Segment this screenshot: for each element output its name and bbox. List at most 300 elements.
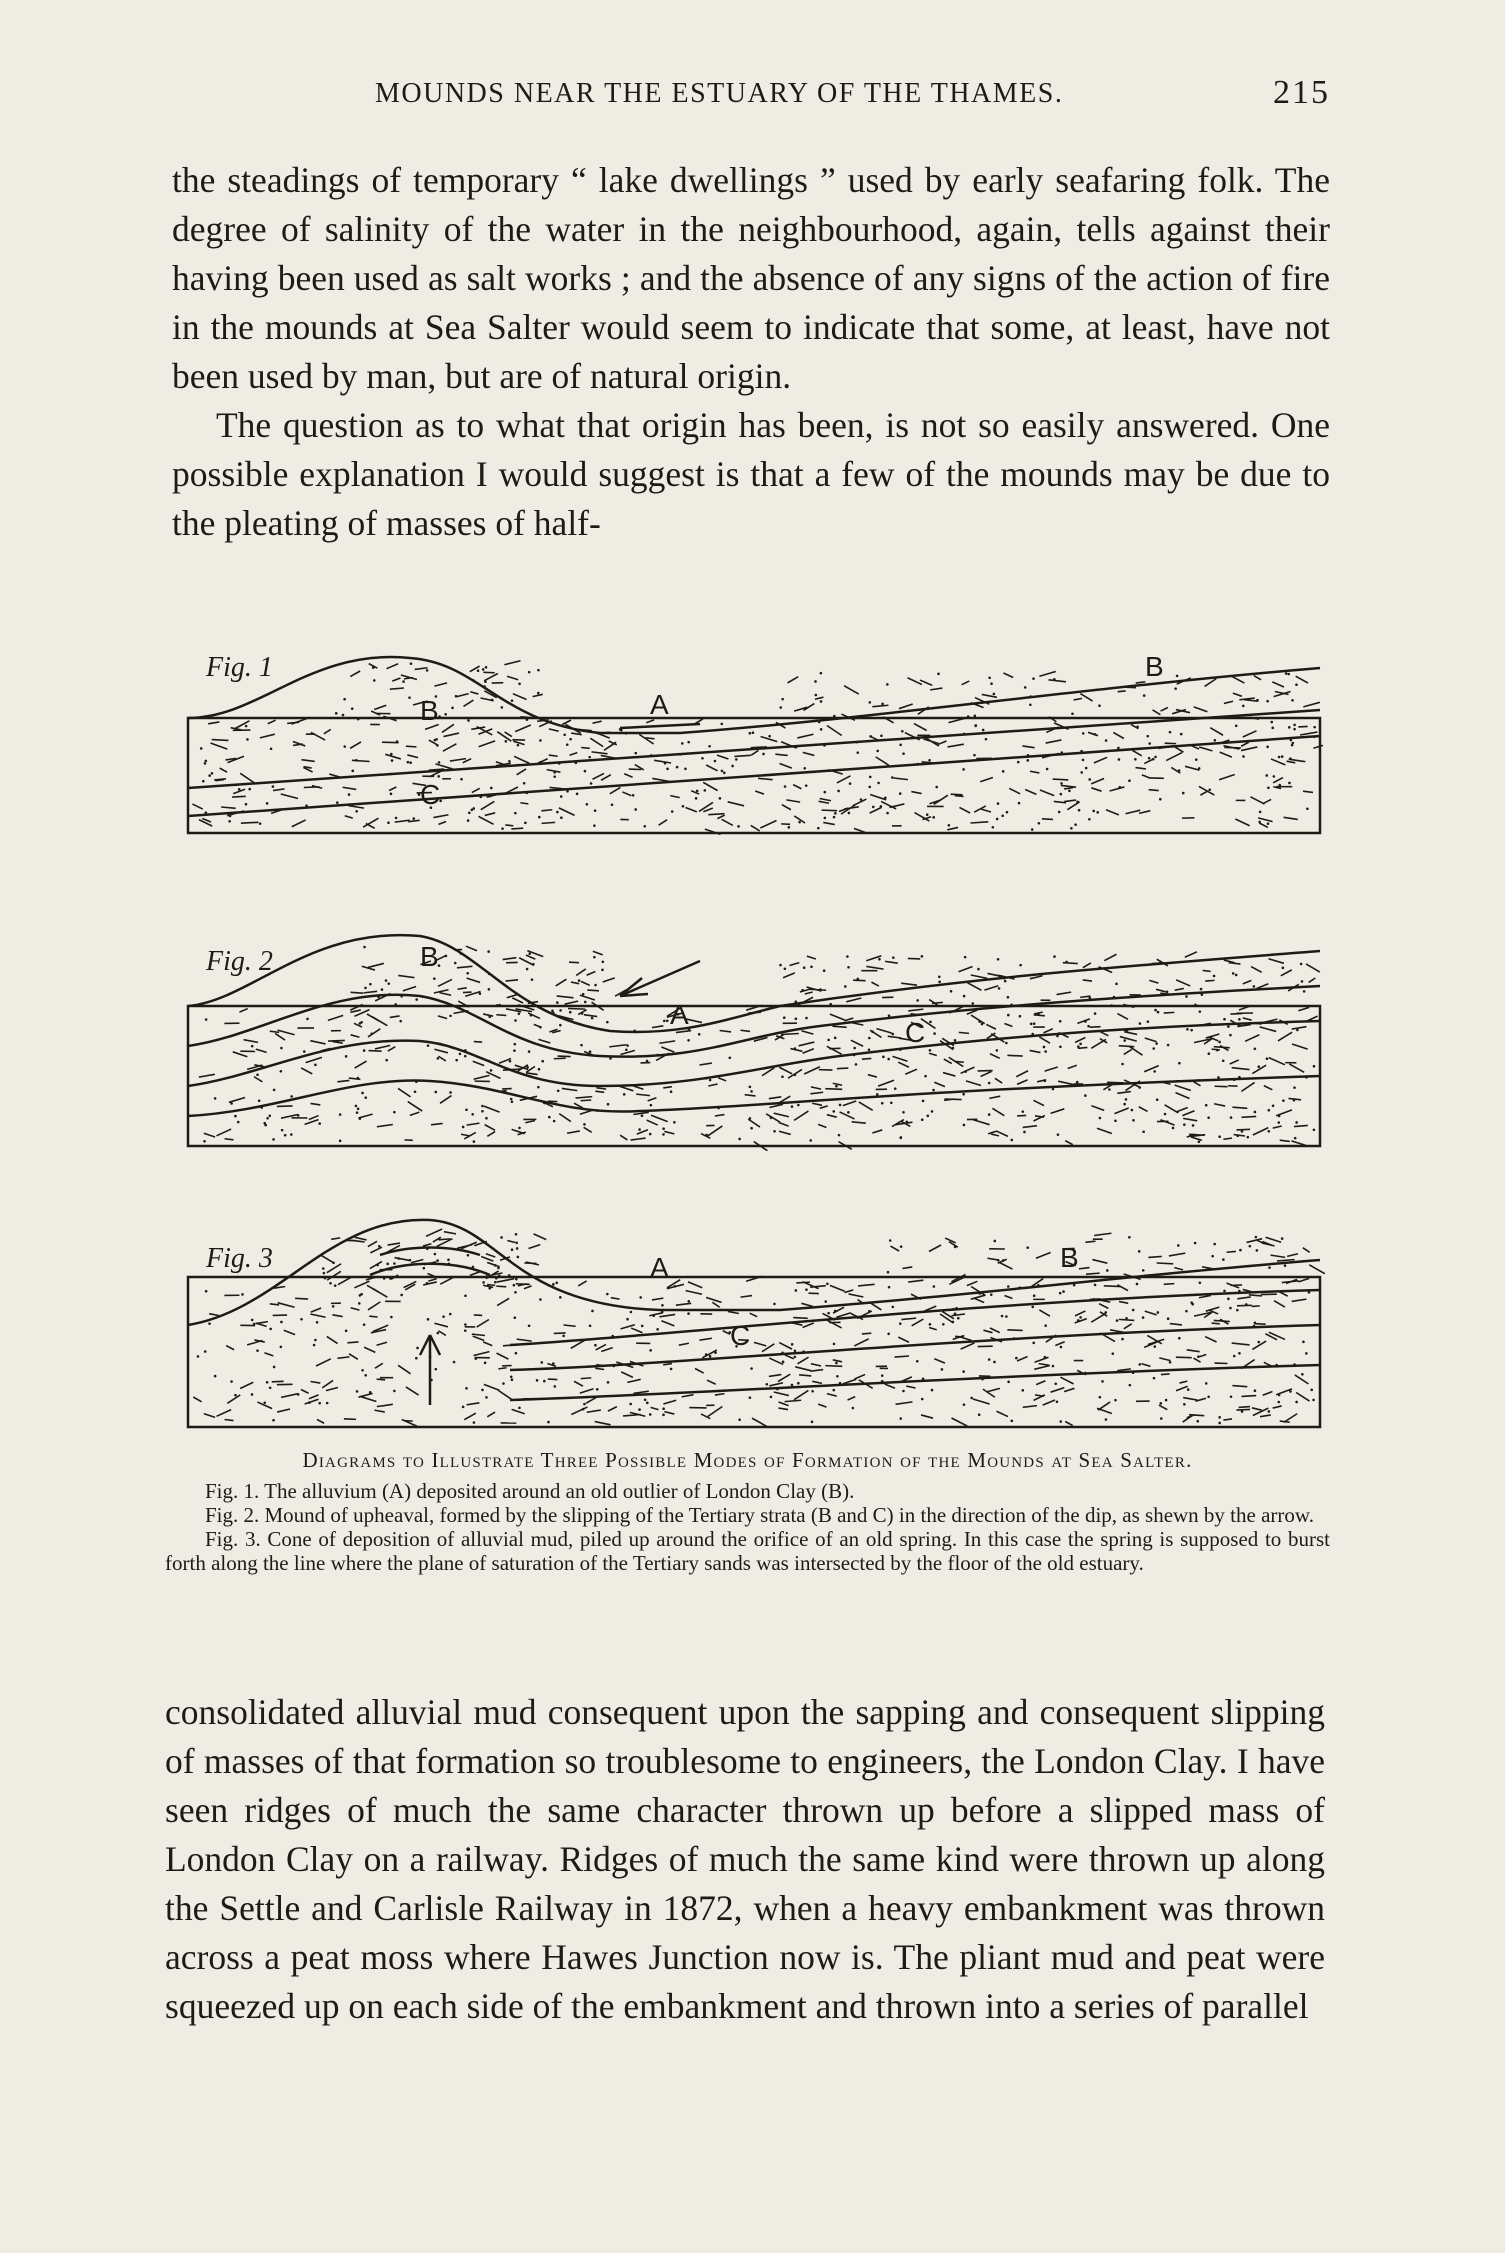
hatch-dot — [1208, 788, 1211, 791]
hatch-dash — [287, 722, 299, 723]
hatch-dash — [225, 1139, 234, 1140]
hatch-dot — [1082, 759, 1085, 762]
hatch-dash — [1185, 766, 1199, 770]
hatch-dot — [762, 753, 765, 756]
hatch-dash — [515, 725, 531, 732]
hatch-dot — [899, 792, 902, 795]
hatch-dash — [590, 738, 603, 746]
hatch-dash — [990, 1054, 1000, 1059]
hatch-dot — [1019, 964, 1022, 967]
hatch-dot — [1134, 758, 1137, 761]
hatch-dash — [364, 1347, 375, 1352]
hatch-dot — [1253, 1325, 1256, 1328]
hatch-dash — [1232, 1107, 1247, 1108]
hatch-dash — [944, 1059, 952, 1063]
hatch-dot — [1123, 1103, 1126, 1106]
hatch-dash — [1300, 732, 1317, 735]
region-label-b: B — [420, 695, 439, 726]
hatch-dash — [1142, 775, 1150, 778]
paragraph: the steadings of temporary “ lake dwellings ” used by early seafaring folk. The degree of salinity of the water in the neighbourhood, again, tells against their having been used as salt works ; and the absence of any signs of the action of fire in the mounds at Sea Salter would seem to indicate that some, at least, have not been used by man, but are of natural origin. — [172, 160, 1330, 396]
hatch-dot — [402, 680, 405, 683]
hatch-dot — [1087, 1025, 1090, 1028]
hatch-dash — [364, 991, 378, 993]
hatch-dot — [1116, 1319, 1119, 1322]
hatch-dash — [1144, 760, 1152, 764]
hatch-dot — [1166, 991, 1169, 994]
hatch-dot — [513, 1316, 516, 1319]
hatch-dot — [782, 1361, 785, 1364]
hatch-dot — [687, 741, 690, 744]
hatch-dash — [240, 773, 255, 783]
hatch-dot — [795, 1289, 798, 1292]
hatch-dot — [1300, 963, 1303, 966]
hatch-dash — [549, 755, 558, 756]
hatch-dash — [728, 1311, 739, 1313]
hatch-dash — [1004, 1024, 1012, 1027]
hatch-dash — [799, 1375, 811, 1376]
hatch-dash — [991, 1134, 999, 1136]
hatch-dash — [595, 1368, 604, 1369]
hatch-dot — [877, 782, 880, 785]
hatch-dash — [1251, 967, 1262, 973]
hatch-dot — [1207, 1116, 1210, 1119]
hatch-dot — [997, 958, 1000, 961]
hatch-dot — [415, 998, 418, 1001]
hatch-dot — [900, 1245, 903, 1248]
hatch-dash — [943, 1073, 955, 1076]
hatch-dot — [1059, 1045, 1062, 1048]
hatch-dot — [1294, 1137, 1297, 1140]
hatch-dash — [783, 973, 795, 978]
hatch-dot — [963, 1403, 966, 1406]
hatch-dot — [594, 809, 597, 812]
hatch-dash — [438, 1239, 450, 1240]
hatch-dot — [917, 763, 920, 766]
hatch-dot — [539, 1298, 542, 1301]
hatch-dot — [449, 1091, 452, 1094]
hatch-dot — [714, 1351, 717, 1354]
hatch-dot — [214, 1097, 217, 1100]
hatch-dot — [343, 745, 346, 748]
hatch-dash — [368, 1241, 377, 1246]
hatch-dot — [273, 1366, 276, 1369]
hatch-dash — [663, 1364, 672, 1365]
hatch-dash — [1252, 1306, 1260, 1307]
hatch-dot — [526, 968, 529, 971]
hatch-dot — [1176, 675, 1179, 678]
hatching — [193, 1229, 1325, 1427]
hatch-dot — [997, 802, 1000, 805]
hatch-dot — [809, 1139, 812, 1142]
hatch-dash — [321, 1255, 333, 1262]
hatch-dash — [497, 732, 511, 741]
hatch-dot — [900, 1136, 903, 1139]
hatch-dot — [513, 1049, 516, 1052]
hatch-dash — [947, 827, 958, 829]
hatch-dot — [852, 1407, 855, 1410]
hatch-dash — [467, 1123, 480, 1125]
hatch-dot — [868, 1310, 871, 1313]
hatch-dash — [464, 1413, 476, 1419]
hatch-dash — [1088, 732, 1098, 735]
hatch-dash — [790, 1049, 802, 1052]
hatch-dash — [507, 1241, 515, 1243]
hatch-dash — [428, 1279, 436, 1281]
hatch-dot — [531, 978, 534, 981]
hatch-dot — [1148, 757, 1151, 760]
hatch-dot — [515, 1352, 518, 1355]
hatch-dash — [827, 1046, 842, 1054]
hatch-dot — [814, 680, 817, 683]
hatch-dot — [1074, 823, 1077, 826]
hatch-dash — [483, 1342, 492, 1346]
hatch-dot — [676, 766, 679, 769]
hatch-dot — [1088, 997, 1091, 1000]
hatch-dash — [1194, 707, 1208, 712]
hatch-dot — [1313, 735, 1316, 738]
paragraph: consolidated alluvial mud consequent upon the sapping and consequent slipping of masses of that formation so troublesome to engineers, the London Clay. I have seen ridges of much the same character thrown up before a slipped mass of London Clay on a railway. Ridges of much the same kind were thrown up along the Settle and Carlisle Railway in 1872, when a heavy embankment was thrown across a peat moss where Hawes Junction now is. The pliant mud and peat were squeezed up on each side of the embankment and thrown into a series of parallel — [165, 1692, 1325, 2026]
hatch-dot — [1142, 1130, 1145, 1133]
hatch-dot — [1266, 700, 1269, 703]
hatch-dash — [830, 1285, 845, 1291]
hatch-dash — [654, 760, 671, 763]
hatch-dot — [827, 1039, 830, 1042]
hatch-dot — [1062, 1290, 1065, 1293]
hatch-dash — [1106, 810, 1119, 815]
hatch-dot — [256, 1073, 259, 1076]
hatch-dash — [930, 688, 942, 690]
hatch-dash — [438, 822, 446, 825]
hatch-dot — [358, 1302, 361, 1305]
hatch-dot — [649, 1349, 652, 1352]
hatch-dot — [670, 1090, 673, 1093]
hatch-dash — [712, 1302, 719, 1307]
hatch-dash — [988, 1131, 997, 1134]
hatch-dash — [1091, 788, 1101, 791]
hatch-dash — [398, 1088, 410, 1096]
hatch-dot — [705, 1134, 708, 1137]
hatch-dot — [467, 1254, 470, 1257]
hatch-dash — [1260, 1415, 1271, 1417]
hatch-dash — [751, 825, 760, 830]
hatch-dot — [1108, 1088, 1111, 1091]
hatch-dash — [1080, 694, 1092, 702]
hatch-dash — [1148, 1256, 1161, 1257]
hatch-dot — [528, 952, 531, 955]
hatch-dot — [954, 1312, 957, 1315]
hatch-dot — [214, 1375, 217, 1378]
hatch-dash — [350, 742, 361, 748]
hatch-dash — [559, 1114, 571, 1122]
hatch-dot — [1029, 695, 1032, 698]
hatch-dot — [487, 950, 490, 953]
hatch-dash — [592, 721, 601, 723]
hatch-dash — [901, 1318, 916, 1319]
hatch-dot — [1267, 787, 1270, 790]
hatch-dot — [515, 1278, 518, 1281]
hatch-dot — [1275, 1364, 1278, 1367]
hatch-dash — [328, 1015, 343, 1020]
hatch-dash — [961, 1343, 975, 1349]
hatch-dot — [803, 767, 806, 770]
hatch-dot — [314, 1339, 317, 1342]
hatch-dash — [1176, 1107, 1188, 1112]
hatch-dot — [981, 1378, 984, 1381]
hatch-dash — [686, 1291, 702, 1295]
hatch-dash — [908, 678, 922, 685]
hatch-dot — [1159, 1402, 1162, 1405]
hatch-dot — [464, 1049, 467, 1052]
hatch-dot — [204, 760, 207, 763]
hatch-dash — [769, 1097, 781, 1099]
hatch-dash — [525, 1120, 535, 1122]
hatch-dot — [500, 1236, 503, 1239]
hatch-dot — [363, 1323, 366, 1326]
hatch-dot — [1222, 1258, 1225, 1261]
hatch-dot — [929, 1323, 932, 1326]
hatch-dot — [1111, 1352, 1114, 1355]
hatch-dot — [390, 793, 393, 796]
hatch-dot — [641, 1325, 644, 1328]
caption-title: Diagrams to Illustrate Three Possible Modes of Formation of the Mounds at Sea Salter. — [302, 1448, 1193, 1472]
hatch-dash — [471, 727, 485, 729]
hatch-dot — [649, 1133, 652, 1136]
hatch-dash — [805, 992, 813, 994]
hatch-dash — [278, 1030, 295, 1035]
hatch-dot — [1182, 792, 1185, 795]
hatch-dash — [652, 1026, 663, 1028]
hatch-dash — [788, 1069, 802, 1078]
hatch-dash — [1035, 1357, 1049, 1362]
mound-outline — [188, 935, 1320, 1032]
hatch-dot — [481, 1110, 484, 1113]
hatch-dot — [491, 699, 494, 702]
hatch-dash — [633, 1391, 648, 1393]
hatch-dot — [510, 1375, 513, 1378]
hatch-dot — [335, 712, 338, 715]
hatch-dot — [578, 979, 581, 982]
hatch-dot — [639, 1296, 642, 1299]
hatch-dot — [643, 825, 646, 828]
hatch-dot — [557, 1089, 560, 1092]
hatch-dot — [369, 983, 372, 986]
hatch-dot — [389, 773, 392, 776]
hatch-dot — [1239, 1249, 1242, 1252]
hatch-dash — [827, 1115, 837, 1117]
hatch-dash — [748, 1119, 760, 1127]
hatch-dot — [974, 724, 977, 727]
hatch-dot — [537, 1086, 540, 1089]
hatch-dot — [314, 1064, 317, 1067]
hatch-dot — [1029, 703, 1032, 706]
hatch-dash — [908, 1009, 923, 1011]
hatch-dash — [587, 1410, 601, 1412]
hatch-dash — [595, 1422, 611, 1425]
hatch-dot — [1254, 1389, 1257, 1392]
hatch-dash — [229, 1098, 245, 1103]
hatch-dash — [1303, 791, 1313, 792]
hatch-dot — [485, 1396, 488, 1399]
hatch-dot — [784, 785, 787, 788]
hatch-dot — [1266, 746, 1269, 749]
hatch-dash — [310, 1041, 325, 1044]
hatch-dot — [560, 795, 563, 798]
hatch-dot — [1079, 1316, 1082, 1319]
hatch-dash — [369, 1051, 382, 1052]
hatch-dash — [473, 1061, 484, 1065]
hatch-dash — [578, 1281, 586, 1286]
hatch-dot — [638, 1408, 641, 1411]
hatch-dot — [1235, 724, 1238, 727]
hatch-dash — [929, 1328, 937, 1330]
hatch-dot — [1123, 1039, 1126, 1042]
hatch-dash — [506, 980, 519, 981]
hatch-dot — [1218, 1422, 1221, 1425]
hatch-dash — [1224, 701, 1233, 703]
hatch-dash — [1040, 790, 1054, 796]
hatch-dot — [434, 1091, 437, 1094]
hatch-dot — [541, 1060, 544, 1063]
hatch-dot — [1024, 686, 1027, 689]
hatch-dot — [1094, 733, 1097, 736]
hatch-dot — [1005, 1042, 1008, 1045]
hatch-dot — [563, 733, 566, 736]
hatch-dot — [395, 817, 398, 820]
hatch-dash — [989, 1096, 1000, 1098]
hatch-dot — [1084, 1372, 1087, 1375]
hatch-dot — [891, 776, 894, 779]
hatch-dash — [316, 1359, 331, 1366]
hatch-dot — [1302, 1260, 1305, 1263]
hatch-dash — [751, 750, 758, 755]
hatch-dot — [1006, 811, 1009, 814]
hatch-dot — [427, 1044, 430, 1047]
hatch-dot — [481, 1105, 484, 1108]
hatch-dot — [1154, 1009, 1157, 1012]
hatch-dot — [687, 1300, 690, 1303]
hatch-dot — [1195, 758, 1198, 761]
hatch-dot — [681, 742, 684, 745]
hatch-dash — [854, 1339, 868, 1346]
hatch-dot — [1194, 1003, 1197, 1006]
hatch-dot — [634, 752, 637, 755]
hatch-dot — [1230, 1395, 1233, 1398]
hatch-dash — [1094, 757, 1107, 763]
hatch-dash — [774, 1392, 789, 1396]
hatch-dot — [204, 762, 207, 765]
hatch-dash — [241, 822, 259, 823]
hatch-dot — [1056, 1035, 1059, 1038]
hatch-dash — [894, 778, 908, 780]
hatch-dot — [559, 1009, 562, 1012]
hatch-dot — [1159, 798, 1162, 801]
hatch-dot — [750, 1127, 753, 1130]
stratum-line — [510, 1325, 1320, 1370]
hatch-dot — [835, 1362, 838, 1365]
hatch-dash — [974, 1298, 984, 1302]
hatch-dash — [695, 1368, 704, 1373]
hatch-dot — [905, 1120, 908, 1123]
hatch-dot — [848, 812, 851, 815]
hatch-dot — [1059, 1420, 1062, 1423]
hatch-dot — [629, 1403, 632, 1406]
hatch-dash — [745, 1095, 756, 1096]
hatch-dot — [1313, 1065, 1316, 1068]
hatch-dash — [479, 741, 495, 747]
hatch-dash — [1144, 1066, 1159, 1072]
hatch-dot — [1190, 1029, 1193, 1032]
hatch-dot — [798, 1003, 801, 1006]
hatch-dash — [1113, 732, 1124, 738]
hatch-dot — [356, 1390, 359, 1393]
hatch-dash — [1298, 1278, 1309, 1281]
hatch-dot — [454, 962, 457, 965]
hatch-dot — [464, 1323, 467, 1326]
hatch-dot — [258, 1099, 261, 1102]
hatch-dash — [1060, 1377, 1073, 1384]
hatch-dash — [1237, 1297, 1250, 1299]
hatch-dot — [1281, 1237, 1284, 1240]
hatch-dot — [1293, 1099, 1296, 1102]
hatch-dot — [749, 1086, 752, 1089]
hatch-dash — [226, 1346, 234, 1350]
hatch-dash — [973, 1399, 990, 1404]
hatch-dot — [1218, 1135, 1221, 1138]
hatch-dot — [1056, 1401, 1059, 1404]
hatch-dot — [781, 698, 784, 701]
hatch-dash — [369, 1316, 377, 1317]
hatch-dash — [1287, 761, 1296, 763]
hatch-dash — [541, 810, 552, 811]
hatch-dot — [720, 723, 723, 726]
hatch-dot — [495, 1277, 498, 1280]
hatch-dot — [1223, 1018, 1226, 1021]
hatch-dash — [1007, 1330, 1022, 1331]
hatch-dot — [916, 1360, 919, 1363]
hatch-dot — [938, 975, 941, 978]
hatch-dash — [332, 1041, 342, 1043]
hatch-dash — [651, 1115, 668, 1121]
hatch-dot — [1019, 1286, 1022, 1289]
hatch-dash — [240, 1382, 253, 1388]
hatch-dot — [1308, 1291, 1311, 1294]
hatch-dash — [1004, 1296, 1012, 1299]
hatch-dash — [911, 792, 921, 794]
hatch-dot — [988, 1082, 991, 1085]
hatch-dot — [1094, 1284, 1097, 1287]
hatch-dash — [848, 1397, 856, 1400]
hatch-dash — [281, 794, 298, 798]
hatch-dash — [426, 1229, 442, 1236]
hatch-dash — [718, 1078, 726, 1081]
hatch-dot — [619, 728, 622, 731]
hatch-dot — [856, 741, 859, 744]
hatch-dash — [603, 978, 615, 982]
hatch-dot — [501, 827, 504, 830]
hatch-dash — [1165, 1105, 1179, 1113]
hatch-dot — [473, 1421, 476, 1424]
hatch-dash — [268, 720, 276, 724]
hatch-dash — [478, 816, 493, 824]
hatch-dot — [749, 732, 752, 735]
hatch-dot — [1227, 1025, 1230, 1028]
hatch-dash — [1067, 802, 1079, 810]
hatch-dash — [1205, 980, 1214, 981]
hatch-dash — [576, 1097, 593, 1098]
hatch-dot — [924, 1075, 927, 1078]
hatch-dash — [310, 1314, 325, 1317]
hatch-dot — [1054, 1382, 1057, 1385]
